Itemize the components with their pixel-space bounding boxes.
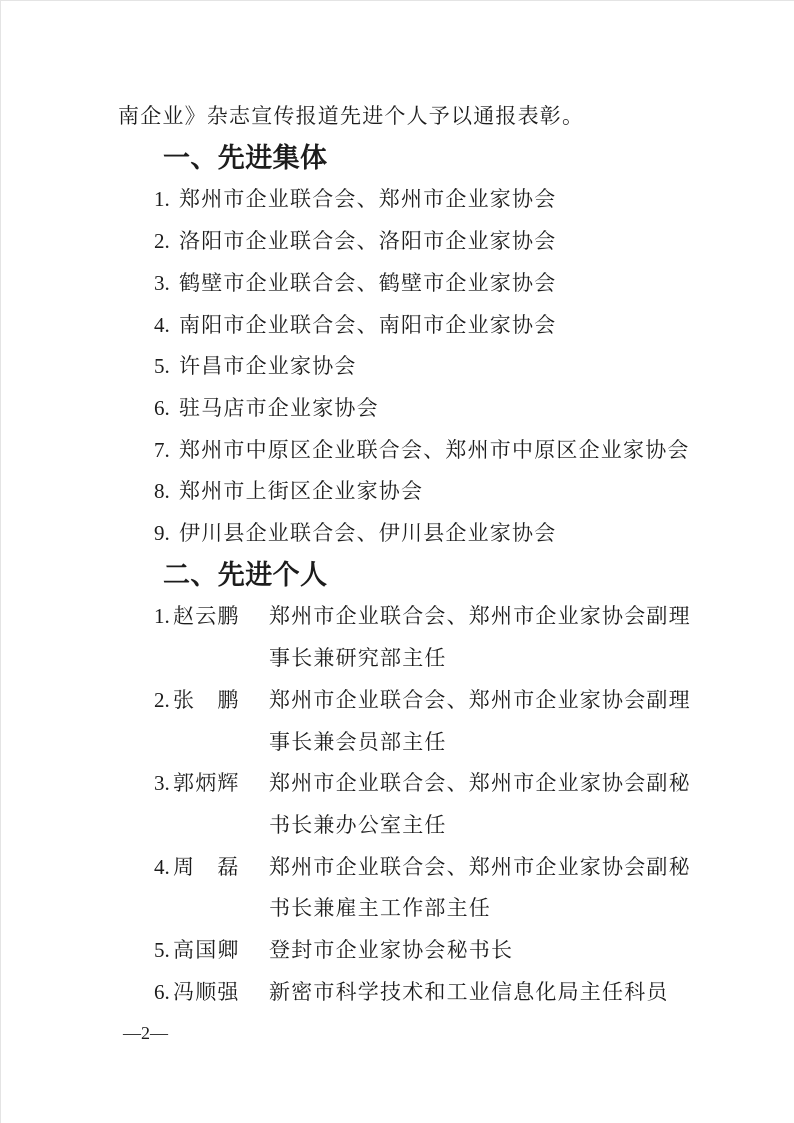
item-number: 6. (154, 395, 170, 420)
entry-name: 赵云鹏 (173, 604, 240, 629)
item-text: 伊川县企业联合会、伊川县企业家协会 (179, 521, 557, 546)
entry-title: 登封市企业家协会秘书长 (269, 938, 514, 963)
entry-row (154, 847, 724, 930)
entry-row (154, 596, 724, 679)
entry-title: 郑州市企业联合会、郑州市企业家协会副理事长兼研究部主任 (269, 604, 691, 671)
entry-number: 6. (154, 979, 170, 1004)
entry-number: 3. (154, 771, 170, 796)
item-text: 郑州市企业联合会、郑州市企业家协会 (179, 187, 557, 212)
section-heading-individuals: 二、先进个人 (163, 559, 328, 590)
list-item (118, 305, 724, 347)
list-item (118, 513, 724, 555)
item-number: 3. (154, 270, 170, 295)
list-item (118, 221, 724, 263)
entry-number: 5. (154, 938, 170, 963)
entry-row (154, 763, 724, 846)
entry-title: 郑州市企业联合会、郑州市企业家协会副秘书长兼雇主工作部主任 (269, 854, 691, 921)
page-number: —2— (123, 1023, 168, 1044)
entry-title: 郑州市企业联合会、郑州市企业家协会副理事长兼会员部主任 (269, 687, 691, 754)
item-number: 1. (154, 187, 170, 212)
entry-title: 新密市科学技术和工业信息化局主任科员 (269, 979, 669, 1004)
item-number: 4. (154, 312, 170, 337)
entry-name: 周 磊 (173, 854, 240, 879)
entry-number: 2. (154, 687, 170, 712)
item-text: 洛阳市企业联合会、洛阳市企业家协会 (179, 229, 557, 254)
item-text: 郑州市上街区企业家协会 (179, 479, 424, 504)
entry-name: 郭炳辉 (173, 771, 240, 796)
entry-row (154, 680, 724, 763)
list-item (118, 346, 724, 388)
entry-name: 高国卿 (173, 938, 240, 963)
item-text: 南阳市企业联合会、南阳市企业家协会 (179, 312, 557, 337)
item-number: 5. (154, 354, 170, 379)
list-item (118, 388, 724, 430)
item-number: 9. (154, 521, 170, 546)
intro-paragraph: 南企业》杂志宣传报道先进个人予以通报表彰。 (118, 104, 585, 128)
item-number: 8. (154, 479, 170, 504)
list-item (118, 263, 724, 305)
entry-number: 1. (154, 604, 170, 629)
entry-name: 冯顺强 (173, 979, 240, 1004)
item-number: 7. (154, 437, 170, 462)
item-text: 鹤壁市企业联合会、鹤壁市企业家协会 (179, 270, 557, 295)
entry-number: 4. (154, 854, 170, 879)
item-number: 2. (154, 229, 170, 254)
item-text: 驻马店市企业家协会 (179, 395, 379, 420)
item-text: 郑州市中原区企业联合会、郑州市中原区企业家协会 (179, 437, 690, 462)
list-item (118, 430, 724, 472)
list-item (118, 179, 724, 221)
entry-row (154, 930, 724, 972)
entry-title: 郑州市企业联合会、郑州市企业家协会副秘书长兼办公室主任 (269, 771, 691, 837)
entry-row (154, 972, 724, 1014)
section-heading-collectives: 一、先进集体 (163, 142, 328, 173)
entry-name: 张 鹏 (173, 687, 240, 712)
list-item (118, 471, 724, 513)
item-text: 许昌市企业家协会 (179, 354, 357, 379)
